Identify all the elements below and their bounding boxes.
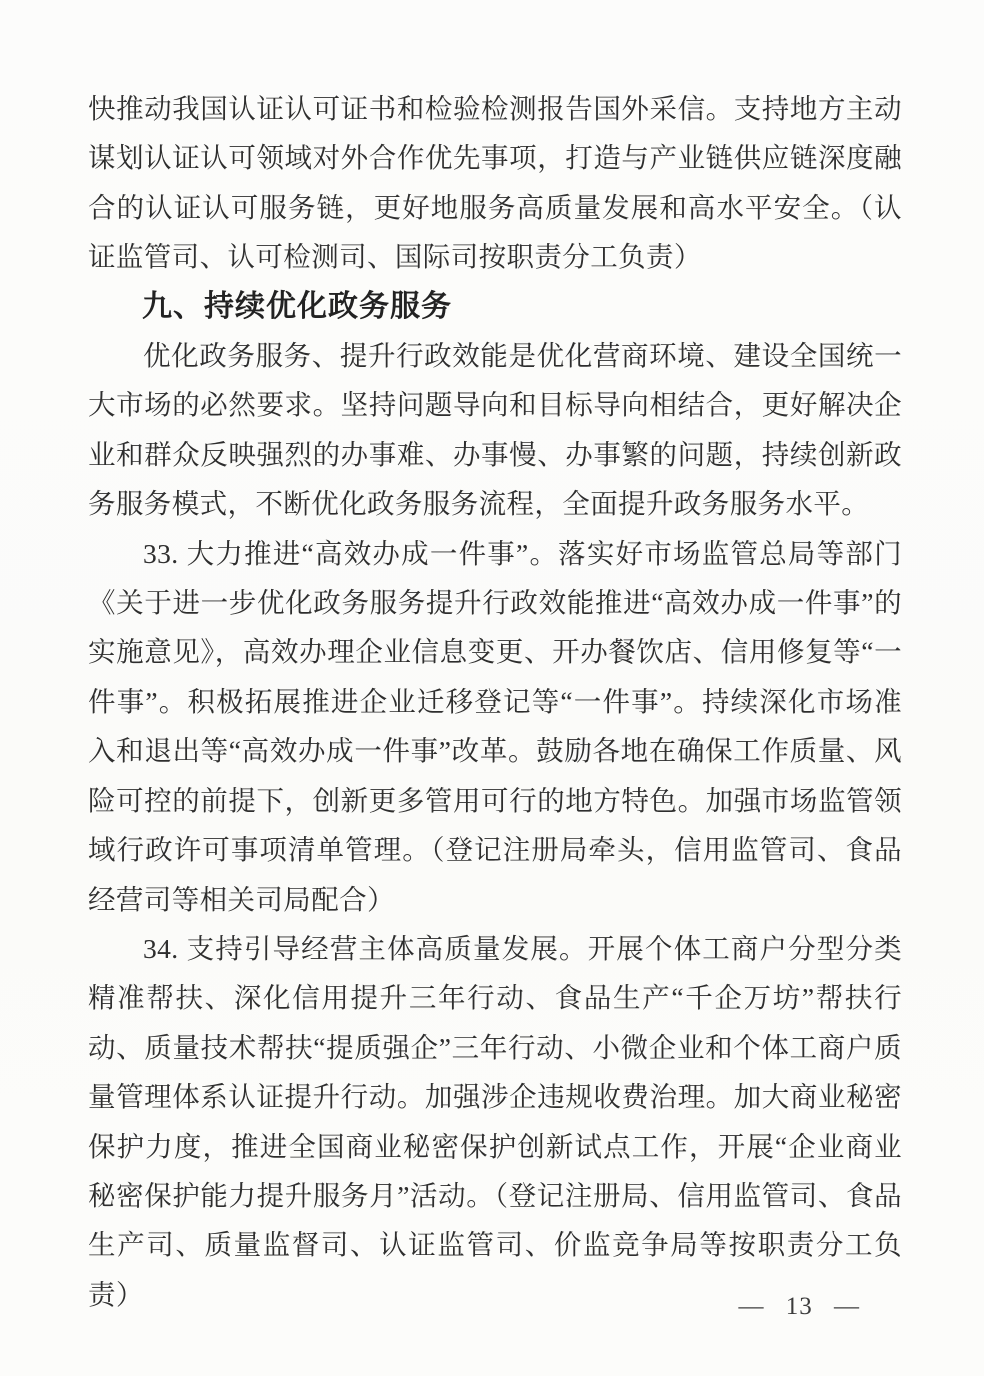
- numbered-item-34: 34. 支持引导经营主体高质量发展。开展个体工商户分型分类精准帮扶、深化信用提升三年行动、食品生产“千企万坊”帮扶行动、质量技术帮扶“提质强企”三年行动、小微企业和个体工商户质量管理体系认证提升行动。加强涉企违规收费治理。加大商业秘密保护力度，推进全国商业秘密保护创新试点工作，开展“企业商业秘密保护能力提升服务月”活动。（登记注册局、信用监管司、食品生产司、质量监督司、认证监管司、价监竞争局等按职责分工负责）: [88, 932, 902, 1310]
- section-heading: 九、持续优化政务服务: [142, 289, 452, 323]
- numbered-item-33: 33. 大力推进“高效办成一件事”。落实好市场监管总局等部门《关于进一步优化政务服务提升行政效能推进“高效办成一件事”的实施意见》，高效办理企业信息变更、开办餐饮店、信用修复等“一件事”。积极拓展推进企业迁移登记等“一件事”。持续深化市场准入和退出等“高效办成一件事”改革。鼓励各地在确保工作质量、风险可控的前提下，创新更多管用可行的地方特色。加强市场监管领域行政许可事项清单管理。（登记注册局牵头，信用监管司、食品经营司等相关司局配合）: [88, 537, 902, 915]
- document-body: [88, 84, 902, 1319]
- paragraph-intro: 优化政务服务、提升行政效能是优化营商环境、建设全国统一大市场的必然要求。坚持问题导向和目标导向相结合，更好解决企业和群众反映强烈的办事难、办事慢、办事繁的问题，持续创新政务服务模式，不断优化政务服务流程，全面提升政务服务水平。: [88, 340, 902, 520]
- page-number: — 13 —: [738, 1293, 860, 1320]
- paragraph-continuation: 快推动我国认证认可证书和检验检测报告国外采信。支持地方主动谋划认证认可领域对外合作优先事项，打造与产业链供应链深度融合的认证认可服务链，更好地服务高质量发展和高水平安全。（认证监管司、认可检测司、国际司按职责分工负责）: [88, 93, 902, 273]
